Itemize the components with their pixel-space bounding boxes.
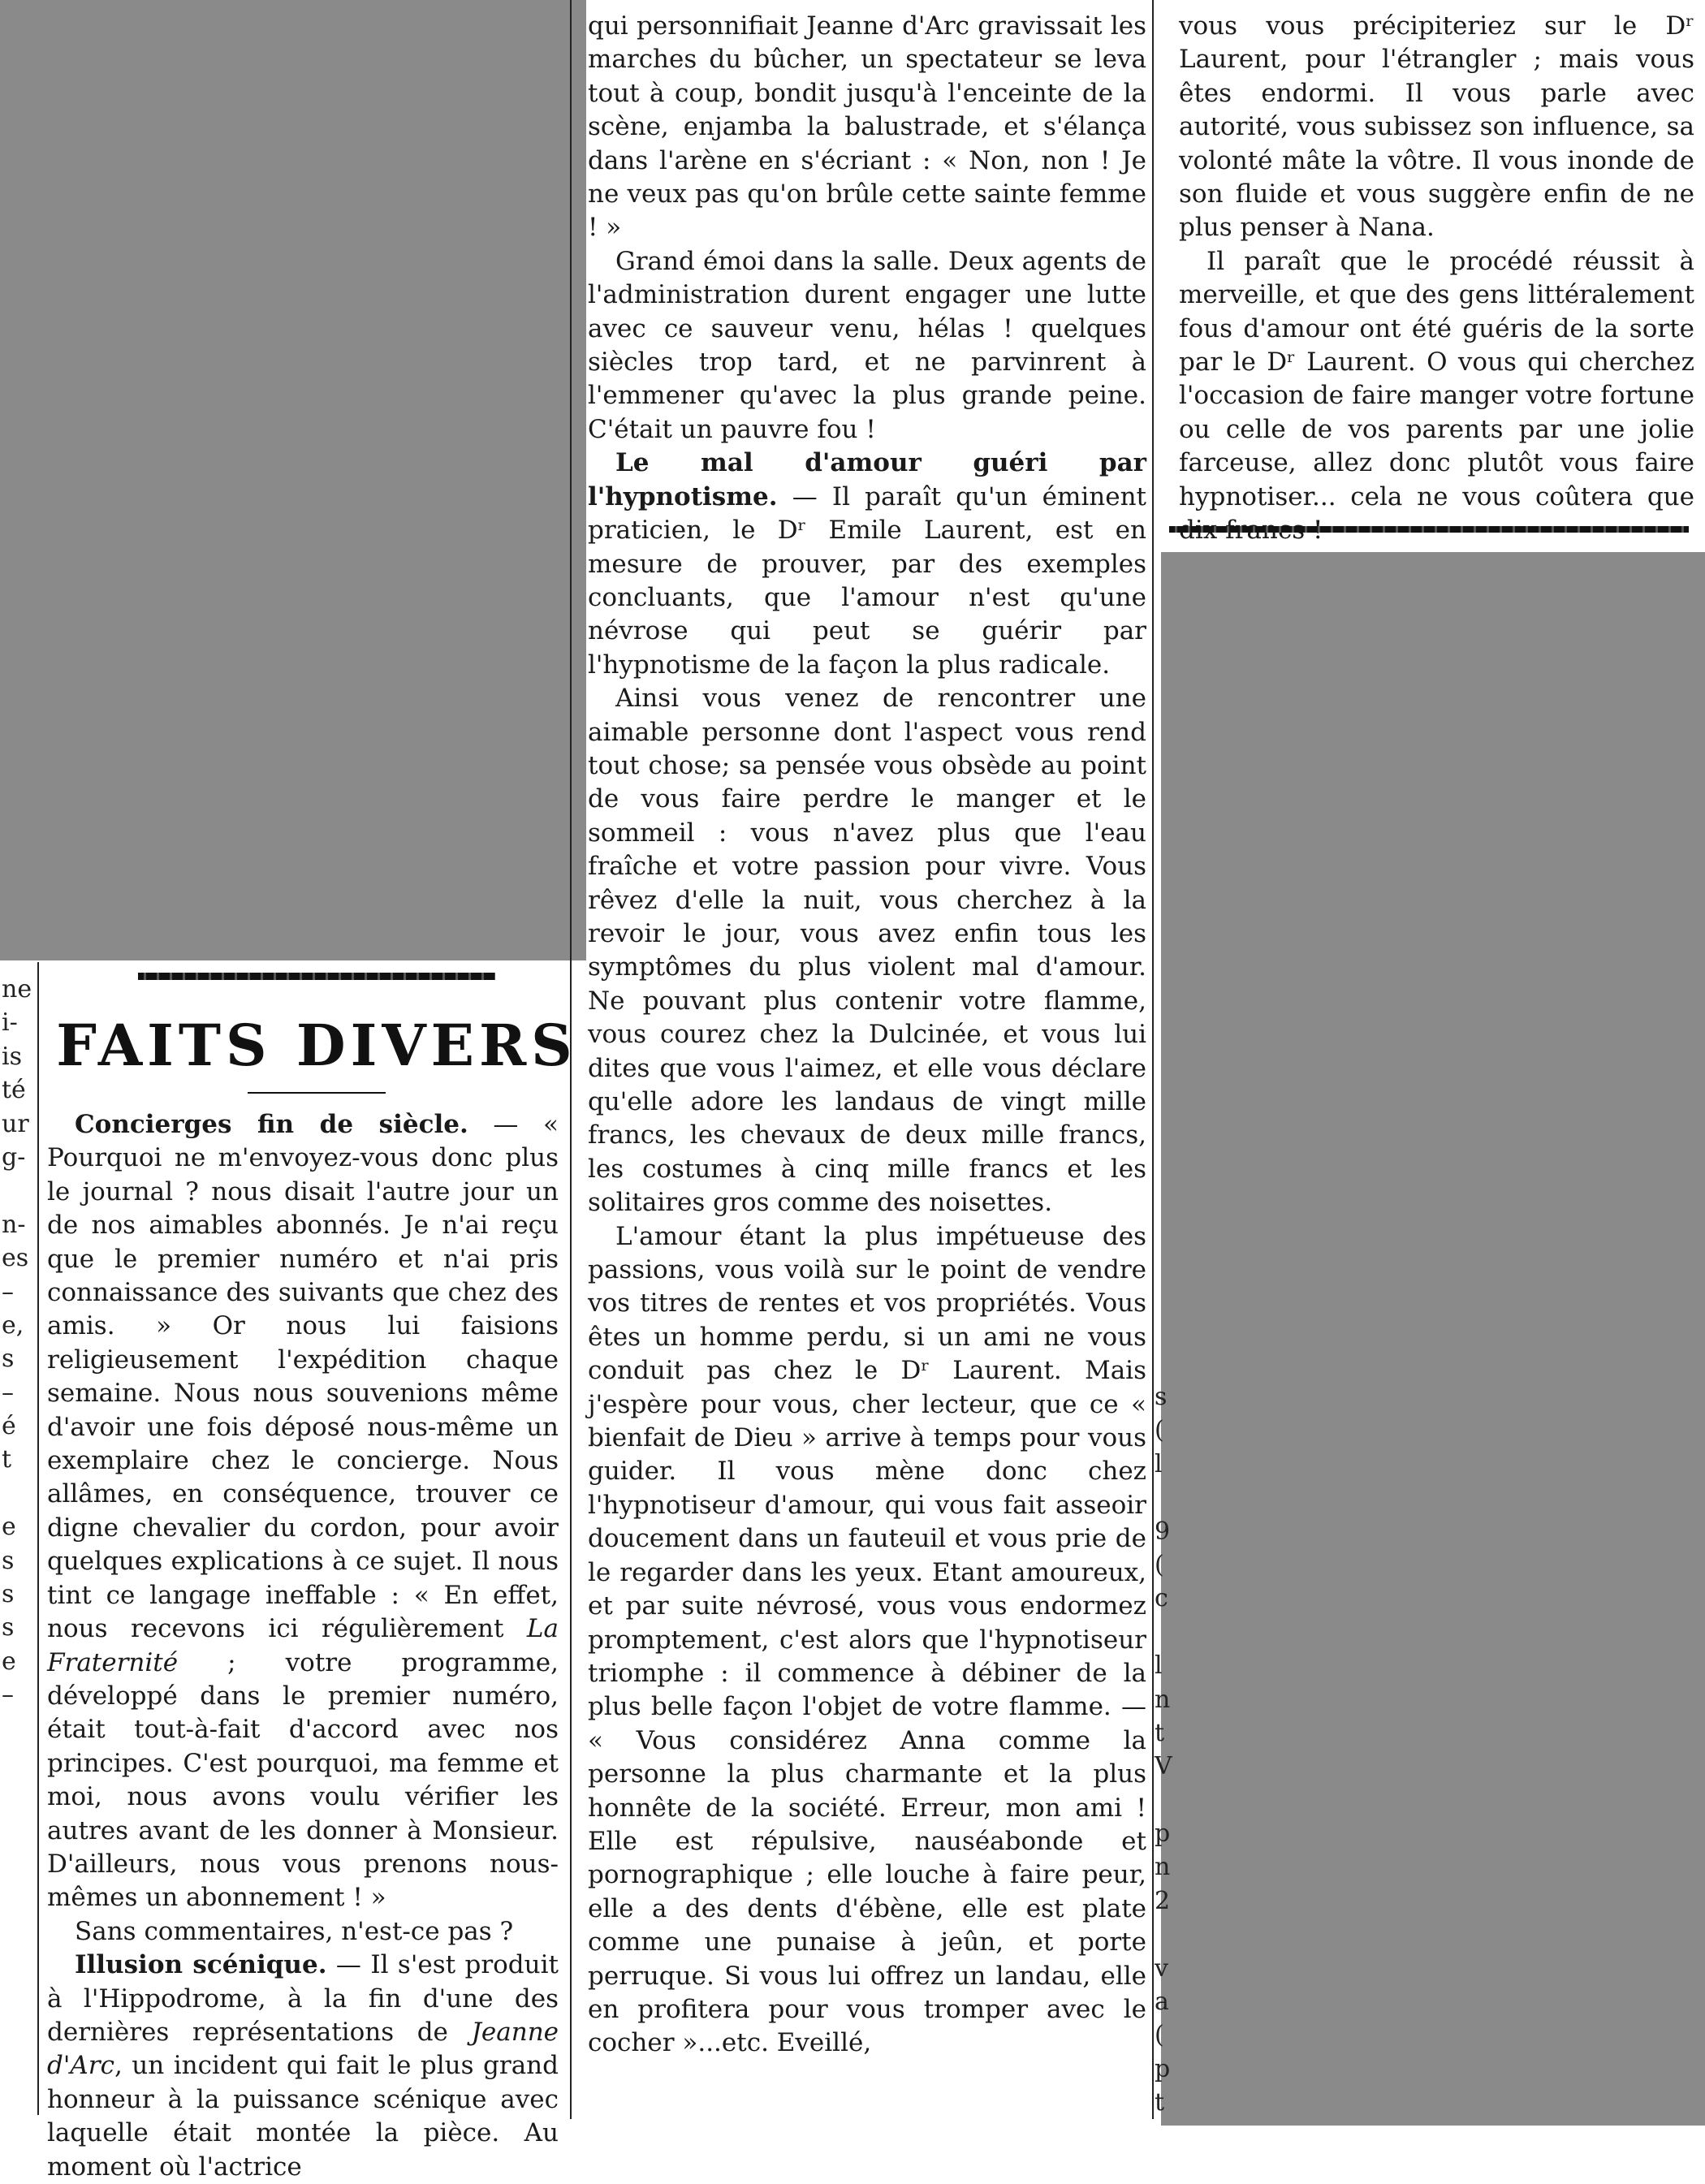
paragraph bbox=[1179, 10, 1694, 245]
middle-column bbox=[588, 10, 1146, 2061]
edge-fragment: is bbox=[2, 1042, 22, 1071]
right-edge-fragments bbox=[1155, 1380, 1172, 2120]
header-ornament-rule bbox=[138, 973, 495, 980]
section-title: FAITS DIVERS bbox=[56, 1012, 577, 1079]
edge-fragment: 9 bbox=[1155, 1517, 1171, 1546]
paragraph-text: ; votre programme, développé dans le premier numéro, était tout-à-fait d'accord avec nos principes. C'est pourquoi, ma femme et moi, nous avons voulu vérifier les autres avant de les donner à Monsieur. D'ailleurs, nous vous prenons nous-mêmes un abonnement ! » bbox=[47, 1647, 559, 1913]
paragraph-text: — Il s'est produit à l'Hippodrome, à la fin d'une des dernières représentations de bbox=[47, 1950, 559, 2047]
paragraph-text: Jeanne d'Arc bbox=[47, 2017, 559, 2081]
edge-fragment: s bbox=[2, 1580, 15, 1609]
edge-fragment: e bbox=[2, 1513, 16, 1542]
edge-fragment: n bbox=[1155, 1853, 1171, 1882]
paragraph bbox=[588, 245, 1146, 447]
edge-fragment: e bbox=[2, 1647, 16, 1676]
column-rule-1 bbox=[37, 962, 39, 2115]
edge-fragment: 2 bbox=[1155, 1886, 1171, 1915]
left-edge-fragments bbox=[2, 973, 32, 1712]
edge-fragment: ur bbox=[2, 1109, 29, 1138]
paragraph bbox=[588, 10, 1146, 245]
paragraph-text: qui personnifiait Jeanne d'Arc gravissait les marches du bûcher, un spectateur se leva tout à coup, bondit jusqu'à l'enceinte de la scène, enjamba la balustrade, et s'élança dans l'arène en s'écriant : « Non, non ! Je ne veux pas qu'on brûle cette sainte femme ! » bbox=[588, 11, 1146, 243]
edge-fragment: p bbox=[1155, 2054, 1171, 2083]
edge-fragment: i- bbox=[2, 1008, 18, 1038]
column-rule-3 bbox=[1152, 0, 1154, 2119]
edge-fragment: t bbox=[1155, 1718, 1165, 1747]
paragraph bbox=[47, 1108, 559, 1915]
paragraph bbox=[47, 1915, 559, 1949]
edge-fragment: es bbox=[2, 1244, 29, 1273]
paragraph-text: Il paraît que le procédé réussit à merveille, et que des gens littéralement fous d'amour ont été guéris de la sorte par le Dʳ Laurent. O vous qui cherchez l'occasion de faire manger votre fortune ou celle de vos parents par une jolie farceuse, allez donc plutôt vous faire hypnotiser... cela ne vous coûtera que bbox=[1179, 246, 1694, 511]
masked-region-bottom-right bbox=[1161, 552, 1705, 2126]
paragraph-text: vous vous précipiteriez sur le Dʳ Laurent, pour l'étrangler ; mais vous êtes endormi. Il vous parle avec autorité, vous subissez son influence, sa volonté mâte la vôtre. Il vous inonde de son fluide et vous suggère enfin de ne plus penser à Nana. bbox=[1179, 11, 1694, 243]
paragraph bbox=[1179, 245, 1694, 548]
article-heading: Illusion scénique. bbox=[75, 1950, 327, 1980]
article-heading: Concierges fin de siècle. bbox=[75, 1110, 468, 1139]
title-underline bbox=[248, 1092, 386, 1094]
paragraph-text: Grand émoi dans la salle. Deux agents de l'administration durent engager une lutte avec ce sauveur venu, hélas ! quelques siècles trop tard, et ne parvinrent à l'emmener qu'avec la plus grande peine. C'était un pauvre fou ! bbox=[588, 246, 1146, 444]
edge-fragment: l bbox=[1155, 1449, 1163, 1478]
paragraph bbox=[588, 447, 1146, 682]
edge-fragment: t bbox=[1155, 2088, 1165, 2117]
paragraph-text: L'amour étant la plus impétueuse des passions, vous voilà sur le point de vendre vos titres de rentes et vos propriétés. Vous êtes un homme perdu, si un ami ne vous conduit pas chez le Dʳ Laurent. Mais j'espère pour vous, cher lecteur, que ce « bienfait de Dieu » arrive à temps pour vous guider. Il vous mène donc chez l'hypnotiseur d'amour, qui vous fait asseoir doucement dans un fauteuil et vous prie de le regarder dans les yeux. Etant amoureux, et par suite névrosé, vous vous endormez promptement, c'est alors que l'hypnotiseur triomphe : il commence à débiner de la plus belle façon l'objet de votre flamme. — « Vous considérez Anna comme la personne la plus charmante et la plus honnête de la société. Erreur, mon ami ! Elle est répulsive, nauséabonde et pornographique ; elle louche à faire peur, elle a des dents d'ébène, elle est plate comme une punaise à jeûn, et porte perruque. Si vous lui offrez un landau, elle en profitera pour vous tromper avec le cocher »...etc. Eveillé, bbox=[588, 1221, 1146, 2058]
edge-fragment: g- bbox=[2, 1142, 26, 1172]
faits-divers-column bbox=[47, 1108, 559, 2184]
edge-fragment: – bbox=[2, 1681, 14, 1710]
masked-region-top-left bbox=[0, 0, 586, 960]
edge-fragment bbox=[2, 1477, 32, 1510]
edge-fragment bbox=[1155, 1918, 1172, 1951]
edge-fragment: s bbox=[2, 1613, 15, 1642]
edge-fragment bbox=[1155, 1481, 1172, 1514]
right-column bbox=[1179, 10, 1694, 548]
edge-fragment: l bbox=[1155, 1651, 1163, 1681]
paragraph bbox=[588, 682, 1146, 1220]
edge-fragment: – bbox=[2, 1277, 14, 1306]
paragraph-text: , un incident qui fait le plus grand honneur à la puissance scénique avec laquelle était montée la pièce. Au moment où l'actrice bbox=[47, 2051, 559, 2182]
edge-fragment bbox=[2, 1174, 32, 1207]
edge-fragment: s bbox=[1155, 1383, 1168, 1411]
edge-fragment: s bbox=[2, 1344, 15, 1374]
edge-fragment: té bbox=[2, 1076, 26, 1105]
paragraph-text: — Il paraît qu'un éminent praticien, le Dʳ Emile Laurent, est en mesure de prouver, par des exemples concluants, que l'amour n'est qu'une névrose qui peut se guérir par l'hypnotisme de la façon la plus radicale. bbox=[588, 481, 1146, 680]
edge-fragment: e, bbox=[2, 1310, 24, 1340]
edge-fragment bbox=[1155, 1784, 1172, 1817]
edge-fragment: – bbox=[2, 1378, 14, 1407]
paragraph-text: Sans commentaires, n'est-ce pas ? bbox=[75, 1916, 514, 1946]
paragraph bbox=[47, 1949, 559, 2184]
edge-fragment: p bbox=[1155, 1819, 1171, 1849]
edge-fragment: ( bbox=[1155, 2021, 1164, 2050]
edge-fragment: ne bbox=[2, 975, 32, 1004]
edge-fragment: ( bbox=[1155, 1550, 1164, 1579]
edge-fragment: é bbox=[2, 1412, 16, 1441]
paragraph bbox=[588, 1220, 1146, 2061]
edge-fragment: V bbox=[1155, 1752, 1172, 1781]
edge-fragment: c bbox=[1155, 1584, 1168, 1613]
end-ornament-rule bbox=[1169, 526, 1689, 533]
edge-fragment: a bbox=[1155, 1988, 1169, 2017]
edge-fragment bbox=[1155, 1616, 1172, 1649]
edge-fragment: s bbox=[2, 1546, 15, 1575]
paragraph-text: Ainsi vous venez de rencontrer une aimable personne dont l'aspect vous rend tout chose; sa pensée vous obsède au point de vous faire perdre le manger et le sommeil : vous n'avez plus que l'eau fraîche et votre passion pour vivre. Vous rêvez d'elle la nuit, vous cherchez à la revoir le jour, vous avez enfin tous les symptômes du plus violent mal d'amour. Ne pouvant plus contenir votre flamme, vous courez chez la Dulcinée, et vous lui dites que vous l'aimez, et elle vous déclare qu'elle adore les landaus de vingt mille francs, les chevaux de deux mille francs, les costumes à cinq mille francs et les solitaires gros comme des noisettes. bbox=[588, 684, 1146, 1218]
edge-fragment: n- bbox=[2, 1210, 26, 1239]
edge-fragment: v bbox=[1155, 1953, 1168, 1983]
edge-fragment: ( bbox=[1155, 1416, 1164, 1445]
paragraph-text: — « Pourquoi ne m'envoyez-vous donc plus le journal ? nous disait l'autre jour un de nos aimables abonnés. Je n'ai reçu que le premier numéro et n'ai pris connaissance des suivants que chez des amis. » Or nous lui faisions religieusement l'expédition chaque semaine. Nous nous souvenions même d'avoir une fois déposé nous-même un exemplaire chez le concierge. Nous allâmes, en conséquence, trouver ce digne chevalier du cordon, pour avoir quelques explications à ce sujet. Il nous tint ce langage ineffable : « En effet, nous recevons ici régulièrement bbox=[47, 1110, 559, 1644]
edge-fragment: n bbox=[1155, 1685, 1171, 1714]
paragraph-text: La Fraternité bbox=[47, 1614, 559, 1677]
article-heading: Le mal d'amour guéri par l'hypnotisme. bbox=[588, 448, 1146, 511]
edge-fragment: t bbox=[2, 1445, 12, 1474]
